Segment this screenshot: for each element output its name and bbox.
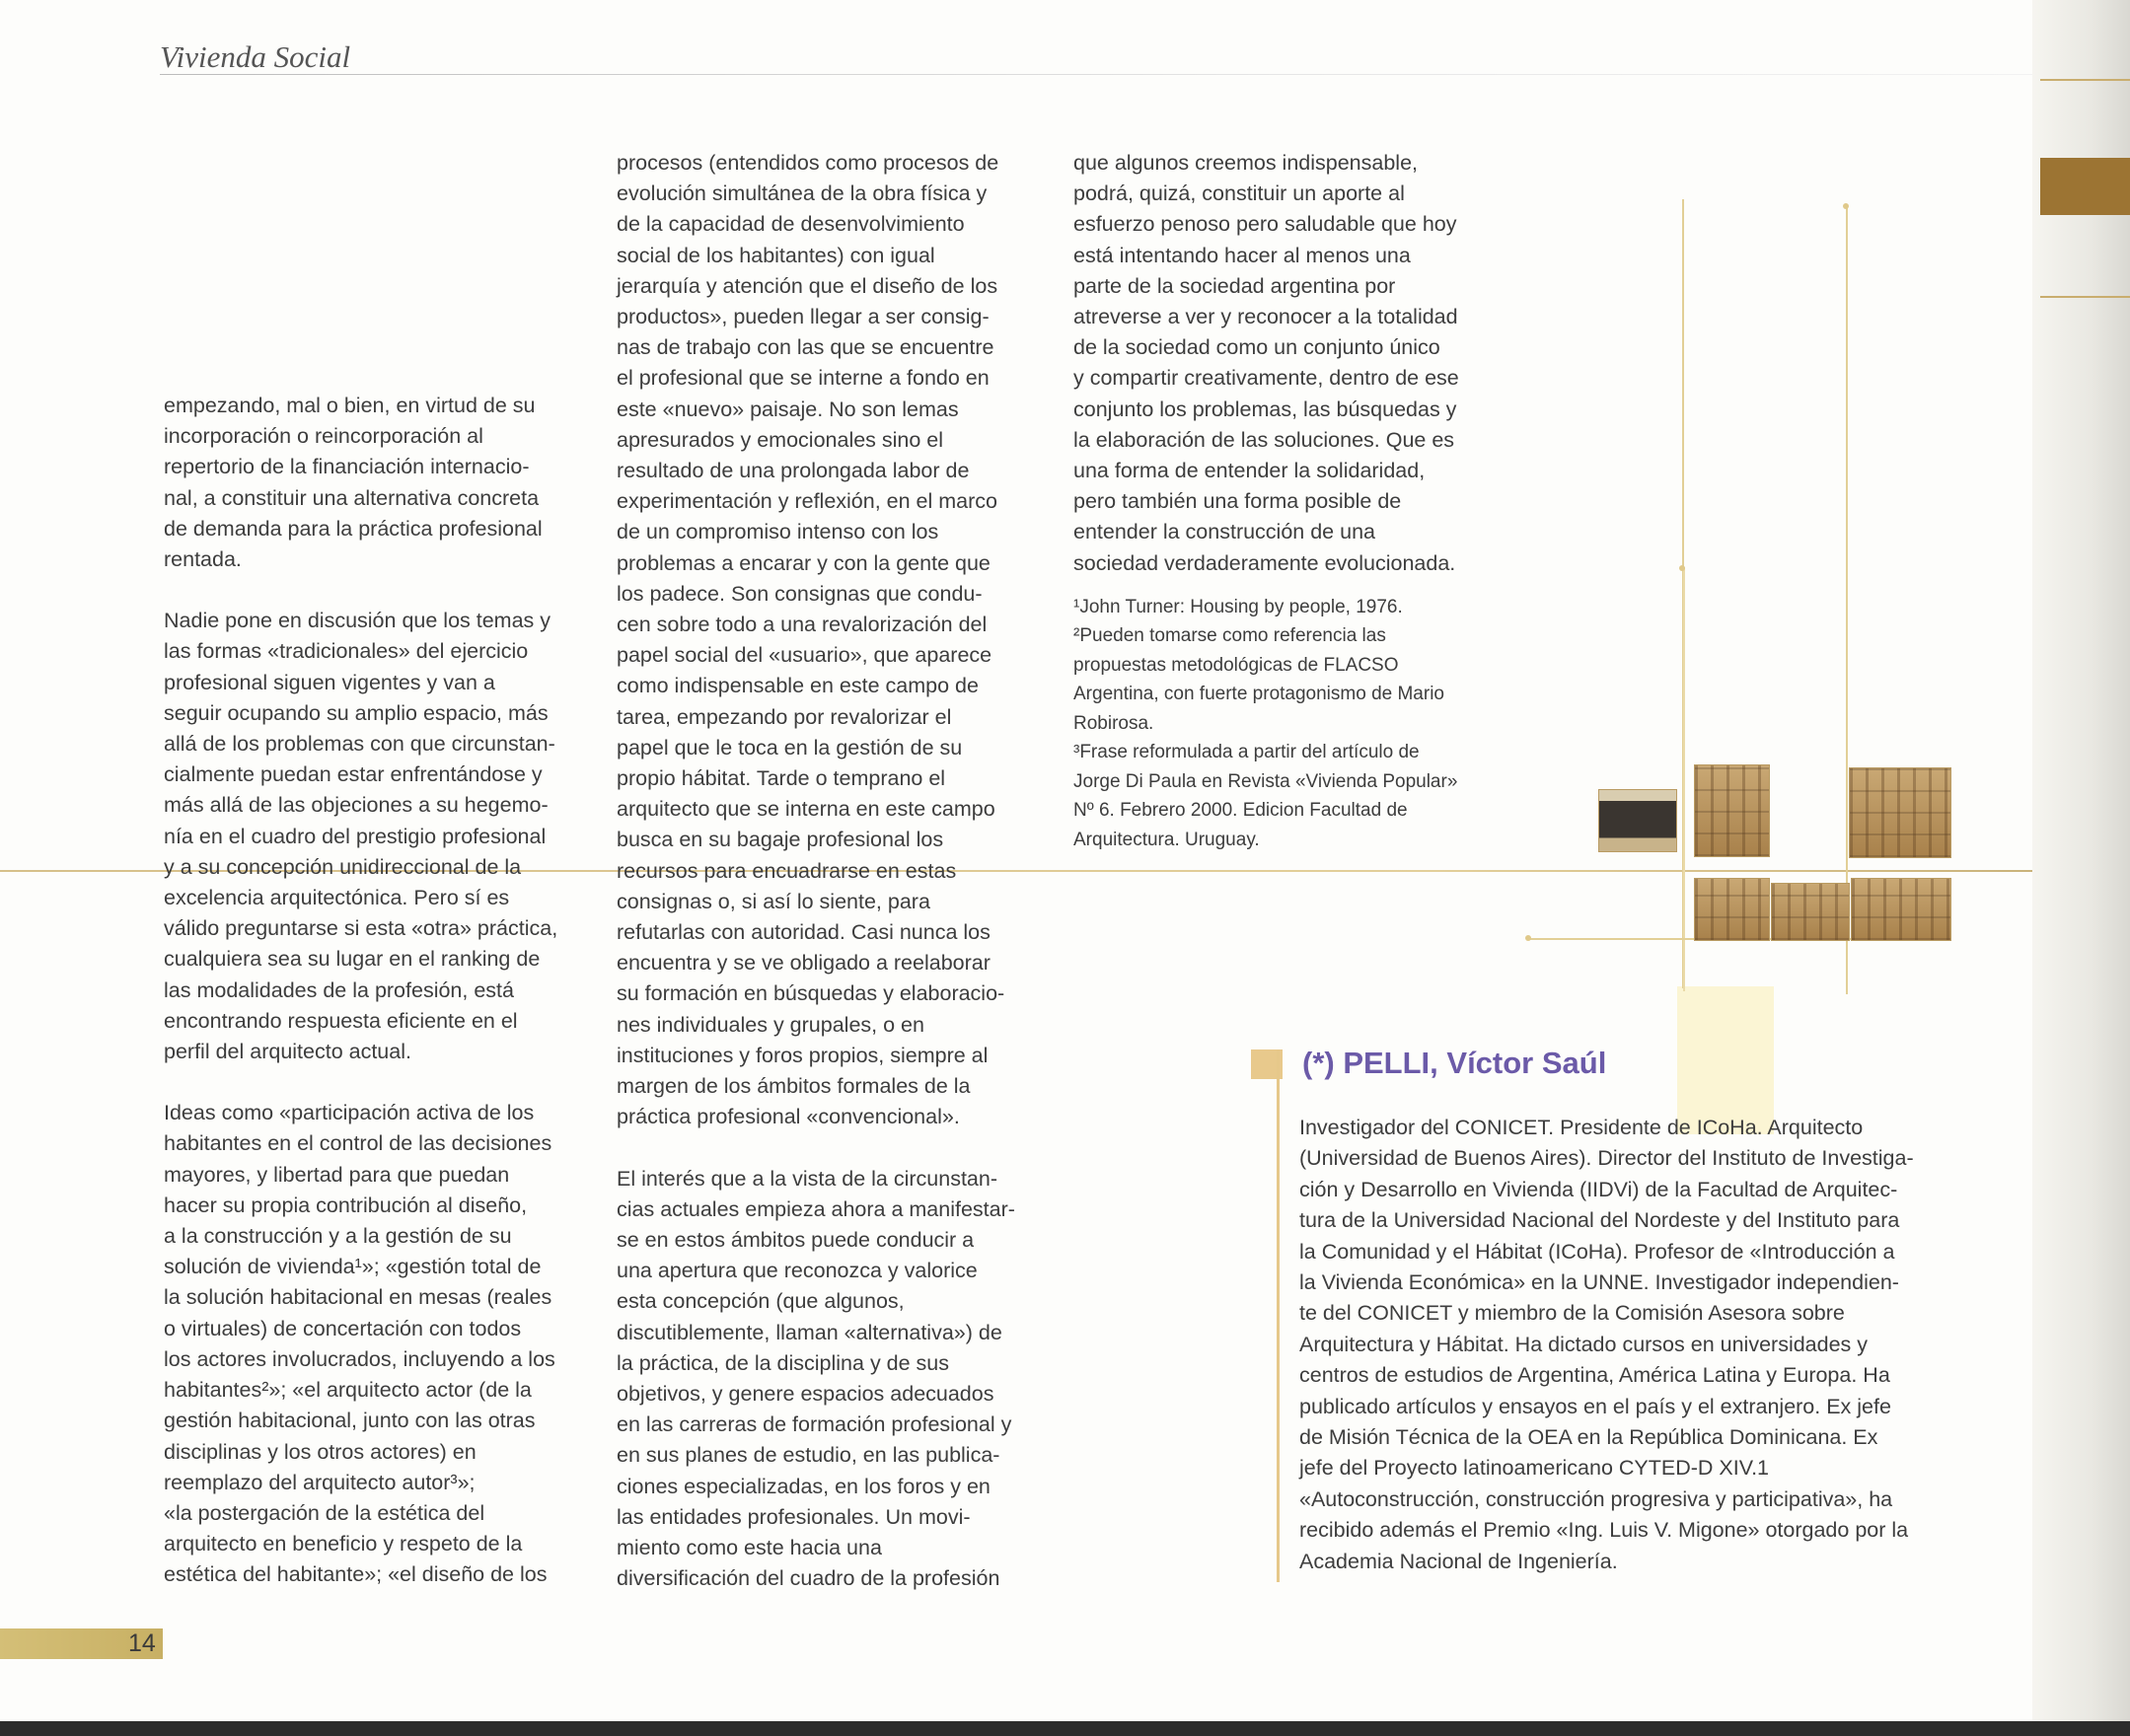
paragraph: Ideas como «participación activa de los habitantes en el control de las decisiones mayores, y libertad para que puedan hacer su propia contribución al diseño, a la construcción y a la gestión de su solución de vivienda¹»; «gestión total de la solución habitacional en mesas (reales o virtuales) de concertación con todos los actores involucrados, incluyendo a los habitantes²»; «el arquitecto actor (de la gestión habitacional, junto con las otras disciplinas y los otros actores) en reemplazo del arquitecto autor³»; «la postergación de la estética del arquitecto en beneficio y respeto de la estética del habitante»; «el diseño de los: [164, 1101, 555, 1587]
construction-dot: [1679, 565, 1685, 571]
photo-tile: [1694, 878, 1770, 941]
paragraph: Nadie pone en discusión que los temas y las formas «tradicionales» del ejercicio profesional siguen vigentes y van a seguir ocupando su amplio espacio, más allá de los problemas con que circunstan- cialmente puedan estar enfrentándose y más allá de las objeciones a su hegemo- nía en el cuadro del prestigio profesional y a su concepción unidireccional de la excelencia arquitectónica. Pero sí es válido preguntarse si esta «otra» práctica, cualquiera sea su lugar en el ranking de las modalidades de la profesión, está encontrando respuesta eficiente en el perfil del arquitecto actual.: [164, 609, 558, 1064]
construction-line-vertical: [1846, 205, 1848, 994]
footnote: ³Frase reformulada a partir del artículo de Jorge Di Paula en Revista «Vivienda Popular» Nº 6. Febrero 2000. Edicion Facultad de Arquitectura. Uruguay.: [1073, 742, 1458, 850]
photo-tile: [1851, 878, 1951, 941]
paragraph: empezando, mal o bien, en virtud de su incorporación o reincorporación al repertorio de la financiación internacio- nal, a constituir una alternativa concreta de demanda para la práctica profesional rentada.: [164, 394, 543, 572]
construction-dot: [1525, 935, 1531, 941]
photo-tile: [1771, 883, 1850, 941]
paragraph: El interés que a la vista de la circunstan- cias actuales empieza ahora a manifestar- se en estos ámbitos puede conducir a una apertura que reconozca y valorice esta concepción (que algunos, discutiblemente, llaman «alternativa») de la práctica, de la disciplina y de sus objetivos, y genere espacios adecuados en las carreras de formación profesional y en sus planes de estudio, en las publica- ciones especializadas, en los foros y en las entidades profesionales. Un movi- miento como este hacia una diversificación del cuadro de la profesión: [617, 1166, 1015, 1591]
edge-rule: [2040, 296, 2130, 298]
next-page-edge: [2032, 0, 2130, 1736]
photo-tile: [1598, 789, 1677, 852]
footnotes: [1073, 593, 1498, 855]
paragraph: que algunos creemos indispensable, podrá, quizá, constituir un aporte al esfuerzo penoso pero saludable que hoy está intentando hacer al menos una parte de la sociedad argentina por atreverse a ver y reconocer a la totalidad de la sociedad como un conjunto único y compartir creativamente, dentro de ese conjunto los problemas, las búsquedas y la elaboración de las soluciones. Que es una forma de entender la solidaridad, pero también una forma posible de entender la construcción de una sociedad verdaderamente evolucionada.: [1073, 151, 1459, 575]
text-column-3: [1073, 148, 1498, 854]
text-column-1: [164, 391, 588, 1622]
construction-dot: [1843, 203, 1849, 209]
header-rule: [160, 74, 2034, 75]
edge-rule: [2040, 79, 2130, 81]
footnote: ¹John Turner: Housing by people, 1976.: [1073, 596, 1403, 617]
text-column-2: [617, 148, 1041, 1625]
page-number: 14: [128, 1629, 156, 1657]
edge-color-tab: [2040, 158, 2130, 215]
running-header: Vivienda Social: [160, 39, 351, 74]
scan-bottom-band: [0, 1721, 2130, 1736]
construction-line-vertical: [1683, 567, 1685, 991]
footnote: ²Pueden tomarse como referencia las propuestas metodológicas de FLACSO Argentina, con fuerte protagonismo de Mario Robirosa.: [1073, 625, 1444, 734]
bio-accent-rule: [1277, 1049, 1280, 1582]
author-bio-text: Investigador del CONICET. Presidente de ICoHa. Arquitecto (Universidad de Buenos Aires). Director del Instituto de Investiga- ción y Desarrollo en Vivienda (IIDVi) de la Facultad de Arquitec- tura de la Universidad Nacional del Nordeste y del Instituto para la Comunidad y el Hábitat (ICoHa). Profesor de «Introducción a la Vivienda Económica» en la UNNE. Investigador independien- te del CONICET y miembro de la Comisión Asesora sobre Arquitectura y Hábitat. Ha dictado cursos en universidades y centros de estudios de Argentina, América Latina y Europa. Ha publicado artículos y ensayos en el país y el extranjero. Ex jefe de Misión Técnica de la OEA en la República Dominicana. Ex jefe del Proyecto latinoamericano CYTED-D XIV.1 «Autoconstrucción, construcción progresiva y participativa», ha recibido además el Premio «Ing. Luis V. Migone» otorgado por la Academia Nacional de Ingeniería.: [1299, 1116, 1914, 1573]
author-name-heading: (*) PELLI, Víctor Saúl: [1302, 1046, 1607, 1080]
photo-tile: [1849, 767, 1951, 858]
paragraph: procesos (entendidos como procesos de evolución simultánea de la obra física y de la capacidad de desenvolvimiento social de los habitantes) con igual jerarquía y atención que el diseño de los productos», pueden llegar a ser consig- nas de trabajo con las que se encuentre el profesional que se interne a fondo en este «nuevo» paisaje. No son lemas apresurados y emocionales sino el resultado de una prolongada labor de experimentación y reflexión, en el marco de un compromiso intenso con los problemas a encarar y con la gente que los padece. Son consignas que condu- cen sobre todo a una revalorización del papel social del «usuario», que aparece como indispensable en este campo de tarea, empezando por revalorizar el papel que le toca en la gestión de su propio hábitat. Tarde o temprano el arquitecto que se interna en este campo busca en su bagaje profesional los recursos para encuadrarse en estas consignas o, si así lo siente, para refutarlas con autoridad. Casi nunca los encuentra y se ve obligado a reelaborar su formación en búsquedas y elaboracio- nes individuales y grupales, o en instituciones y foros propios, siempre al margen de los ámbitos formales de la práctica profesional «convencional».: [617, 151, 1005, 1129]
photo-tile: [1694, 764, 1770, 857]
